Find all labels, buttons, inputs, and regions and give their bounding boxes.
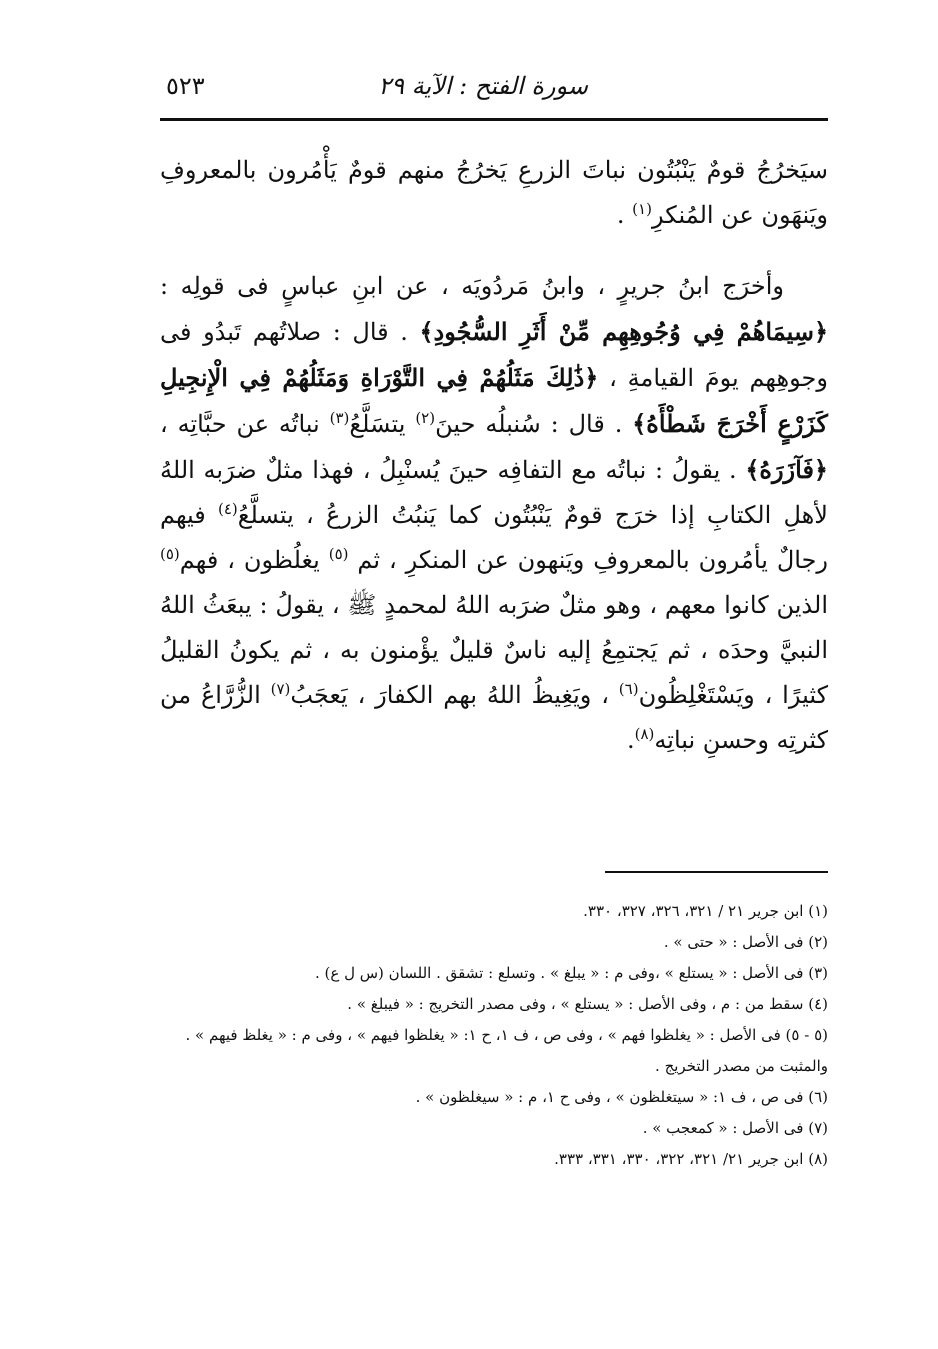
main-text: [160, 148, 828, 763]
footnote-7: [160, 1113, 828, 1144]
paragraph-2: [160, 264, 828, 763]
footnote-ref-6: (٦): [618, 680, 639, 698]
text-run: الذين كانوا معهم ، وهو مثلٌ ضرَبه اللهُ لمحمدٍ ﷺ ، يقولُ : يبعَثُ اللهُ النبيَّ وحدَه ، ثم يَجتمِعُ إليه ناسٌ قليلٌ يؤْمنون به ، ثم يكونُ القليلُ كثيرًا ، ويَسْتَغْلِظُون: [160, 591, 828, 709]
page-header: [160, 68, 828, 108]
footnote-text: ابن جرير ٢١ / ٣٢١، ٣٢٦، ٣٢٧، ٣٣٠.: [583, 902, 804, 920]
text-run: سيَخرُجُ قومٌ يَنْبُتُون نباتَ الزرعِ يَخرُجُ منهم قومٌ يَأْمُرون بالمعروفِ ويَنهَون عن المُنكرِ: [160, 156, 828, 229]
text-run: يغلُظون ، فهم: [179, 546, 329, 574]
footnote-4: [160, 989, 828, 1020]
footnote-1: [160, 896, 828, 927]
footnote-ref-2: (٢): [415, 409, 436, 427]
text-run: . قال : سُنبلُه حينَ: [435, 410, 633, 438]
page-number: ٥٢٣: [166, 72, 205, 100]
footnote-ref-3: (٣): [329, 409, 350, 427]
text-run: الزُّرَّاعُ من كثرتِه وحسنِ نباتِه: [160, 681, 828, 754]
running-title: سورة الفتح : الآية ٢٩: [378, 72, 588, 100]
footnote-ref-8: (٨): [634, 725, 655, 743]
footnote-number: (٧): [808, 1119, 828, 1137]
footnote-number: (١): [808, 902, 828, 920]
text-run: .: [626, 726, 635, 754]
footnote-ref-5-start: (٥): [328, 545, 349, 563]
text-run: وأخرَج ابنُ جريرٍ ، وابنُ مَردُويَه ، عن ابنِ عباسٍ فى قولِه :: [160, 272, 784, 300]
footnotes: [160, 896, 828, 1175]
footnote-text: فى ص ، ف ١: « سيتغلظون » ، وفى ح ١، م : « سيغلظون » .: [415, 1088, 804, 1106]
quran-quote: ﴿ذَٰلِكَ مَثَلُهُمْ فِي التَّوْرَاةِ وَمَثَلُهُمْ فِي الْإِنجِيلِ كَزَرْعٍ أَخْرَجَ شَطْأَهُ﴾: [160, 363, 828, 438]
footnote-3: [160, 958, 828, 989]
text-run: .: [616, 201, 633, 229]
text-run: ، ويَغِيظُ اللهُ بهم الكفارَ ، يَعجَبُ: [290, 681, 619, 709]
text-run: نباتُه عن حبَّاتِه ،: [160, 410, 330, 438]
quran-quote: ﴿سِيمَاهُمْ فِي وُجُوهِهِم مِّنْ أَثَرِ السُّجُودِ﴾: [419, 317, 829, 346]
footnote-text: ابن جرير ٢١/ ٣٢١، ٣٢٢، ٣٣٠، ٣٣١، ٣٣٣.: [554, 1150, 804, 1168]
text-run: . يقولُ : نباتُه مع التفافِه حينَ يُسنْبِلُ ، فهذا مثلٌ ضرَبه اللهُ لأهلِ الكتابِ إذا خرَج قومٌ يَنْبُتُون كما يَنبُتُ الزرعُ ، يتسلَّعُ: [160, 456, 828, 529]
footnote-number: (٨): [808, 1150, 828, 1168]
footnote-8: [160, 1144, 828, 1175]
footnote-ref-7: (٧): [270, 680, 291, 698]
footnote-number: (٦): [808, 1088, 828, 1106]
footnote-number: (٤): [808, 995, 828, 1013]
footnote-text: سقط من : م ، وفى الأصل : « يستلع » ، وفى مصدر التخريج : « فيبلغ » .: [347, 995, 804, 1013]
text-run: يتسَلَّعُ: [349, 410, 416, 438]
footnote-5: [160, 1020, 828, 1082]
footnote-separator: [605, 871, 828, 873]
footnote-ref-1: (١): [632, 200, 652, 218]
footnote-number: (٣): [808, 964, 828, 982]
footnote-text: فى الأصل : « يغلظوا فهم » ، وفى ص ، ف ١، ح ١: « يغلظوا فيهم » ، وفى م : « يغلظ فيهم » . والمثبت من مصدر التخريج .: [185, 1026, 828, 1075]
paragraph-1: [160, 148, 828, 238]
text-run: فيهم رجالٌ يأمُرون بالمعروفِ ويَنهون عن المنكرِ ، ثم: [160, 501, 828, 574]
footnote-2: [160, 927, 828, 958]
footnote-6: [160, 1082, 828, 1113]
footnote-number: (٢): [808, 933, 828, 951]
text-run: . قال : صلاتُهم تَبدُو فى وجوهِهم يومَ القيامةِ ،: [160, 318, 828, 392]
quran-quote: ﴿فَآزَرَهُ﴾: [745, 455, 828, 484]
footnote-text: فى الأصل : « يستلع » ،وفى م : « يبلغ » . وتسلع : تشقق . اللسان (س ل ع) .: [314, 964, 804, 982]
footnote-ref-4: (٤): [217, 500, 238, 518]
footnote-text: فى الأصل : « كمعجب » .: [642, 1119, 804, 1137]
footnote-number: (٥ - ٥): [785, 1026, 828, 1044]
footnote-text: فى الأصل : « حتى » .: [663, 933, 804, 951]
footnote-ref-5-end: (٥): [160, 545, 180, 563]
header-rule: [160, 118, 828, 121]
